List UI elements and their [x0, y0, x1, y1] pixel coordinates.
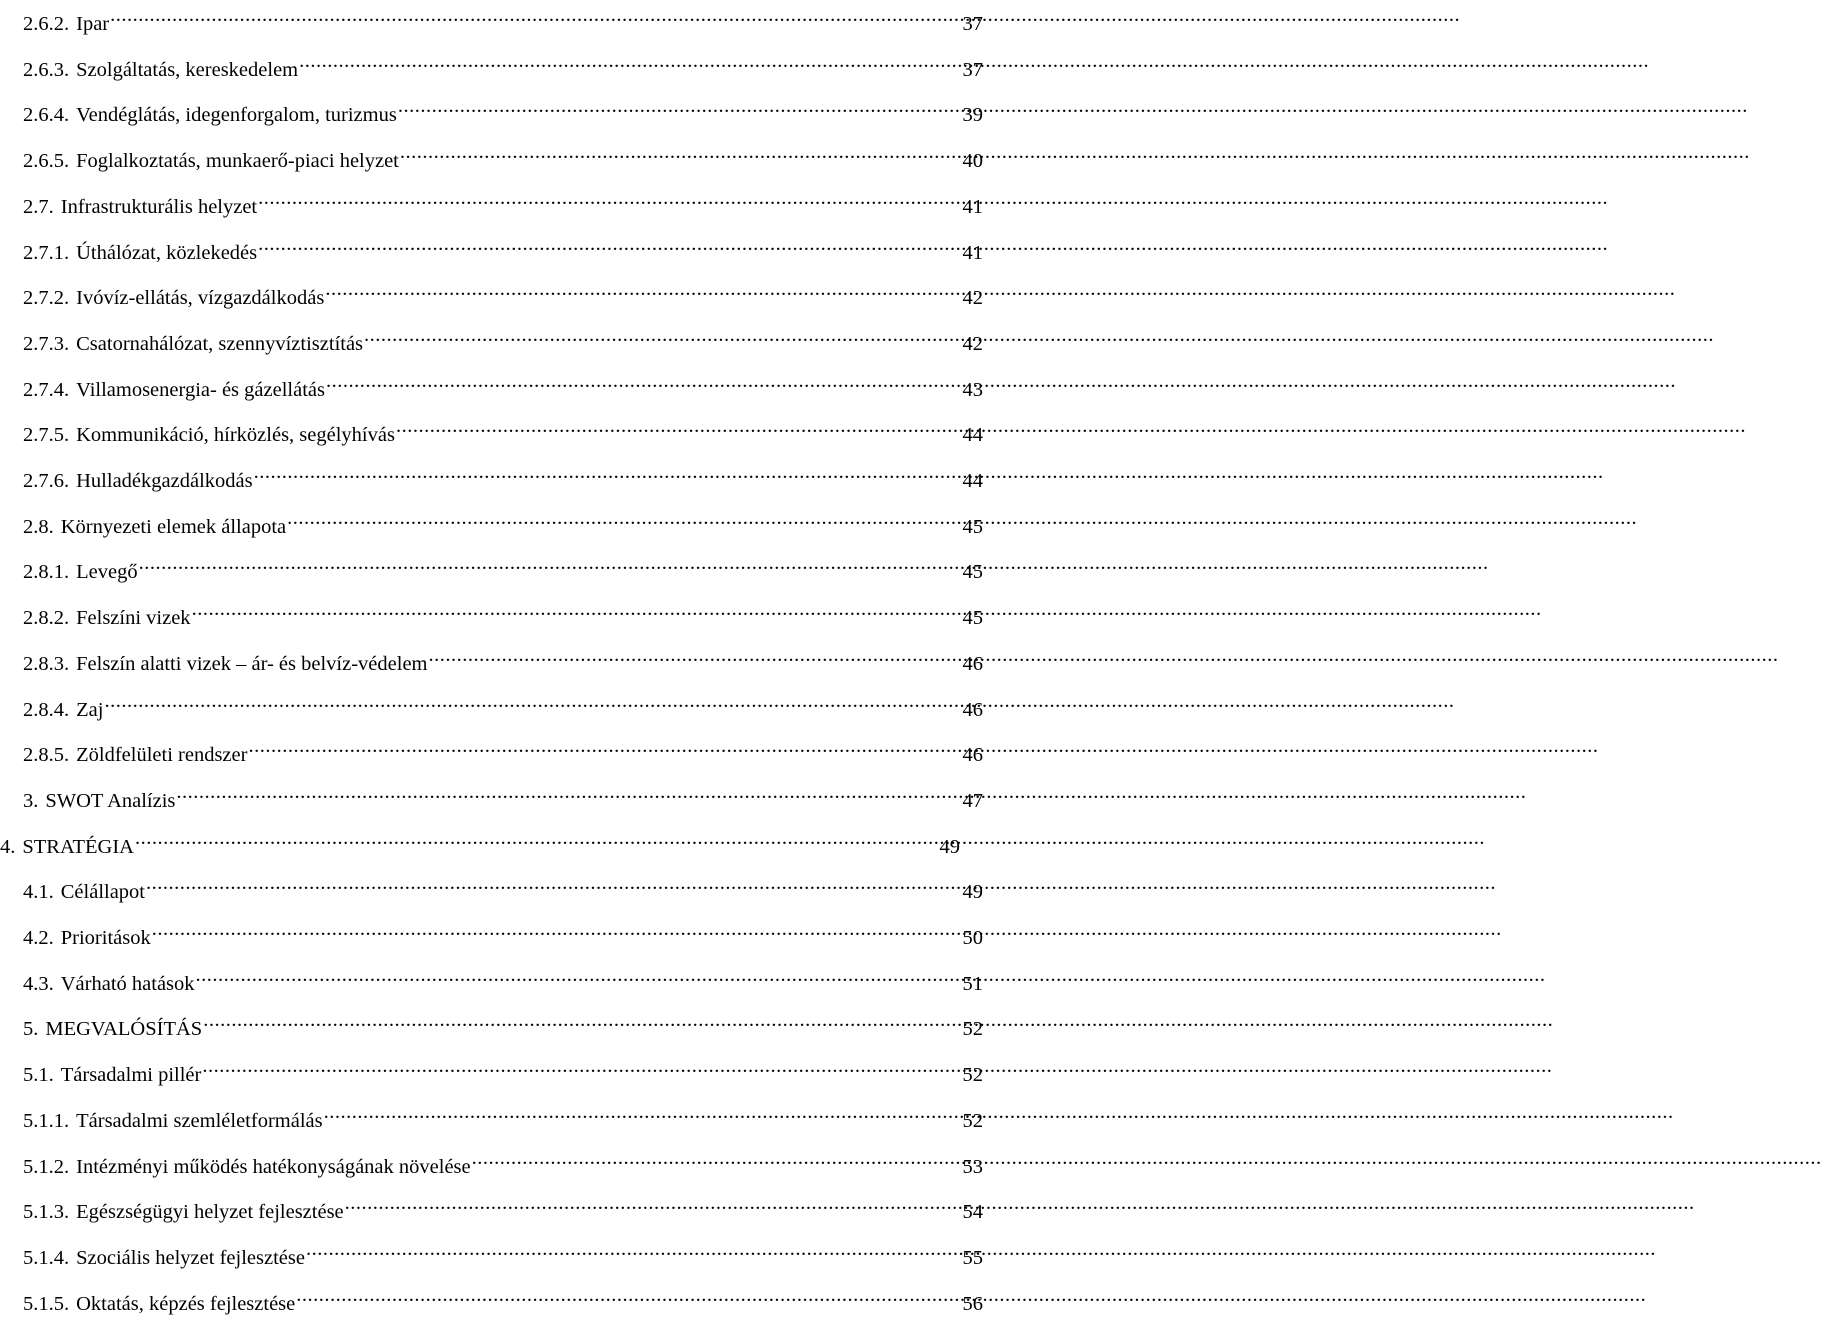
toc-entry-page-number: 37	[962, 58, 983, 81]
toc-entry-page-number: 44	[962, 470, 983, 492]
toc-entry-number: 2.8.4.	[23, 698, 70, 721]
dot-leader	[400, 137, 956, 167]
toc-entry[interactable]	[0, 1188, 985, 1224]
dot-leader	[146, 868, 956, 898]
toc-entry-title: Vendéglátás, idegenforgalom, turizmus	[76, 104, 397, 127]
toc-entry[interactable]	[0, 320, 985, 355]
toc-entry-page-number: 49	[962, 881, 983, 904]
toc-entry[interactable]	[0, 1234, 985, 1269]
toc-entry-title: STRATÉGIA	[22, 835, 134, 858]
toc-entry-number: 5.1.5.	[23, 1292, 70, 1315]
toc-entry-page-number: 39	[962, 104, 983, 127]
dot-leader	[248, 731, 956, 761]
toc-entry-page-number: 45	[962, 607, 983, 630]
dot-leader	[324, 1097, 956, 1127]
toc-entry[interactable]	[0, 411, 985, 447]
toc-entry[interactable]	[0, 503, 985, 538]
dot-leader	[429, 640, 957, 670]
toc-entry-page-number: 51	[962, 972, 983, 995]
toc-entry-page-number: 55	[962, 1246, 983, 1269]
toc-entry[interactable]	[0, 594, 985, 630]
dot-leader	[364, 320, 956, 350]
toc-entry-page-number: 50	[962, 927, 983, 949]
toc-entry-title: Zaj	[76, 698, 104, 721]
toc-entry[interactable]	[0, 0, 985, 35]
toc-entry[interactable]	[0, 640, 985, 675]
toc-entry-title: Zöldfelületi rendszer	[76, 744, 248, 767]
toc-entry[interactable]	[0, 46, 985, 81]
toc-entry-page-number: 46	[962, 744, 983, 767]
toc-entry-page-number: 44	[962, 424, 983, 447]
toc-entry-title: Infrastrukturális helyzet	[60, 195, 258, 218]
toc-entry-number: 4.1.	[23, 881, 54, 904]
toc-entry[interactable]	[0, 91, 985, 127]
toc-entry-number: 5.1.3.	[23, 1201, 70, 1224]
toc-entry-page-number: 41	[962, 195, 983, 218]
toc-entry[interactable]	[0, 1005, 985, 1041]
toc-entry-number: 2.7.	[23, 195, 54, 218]
toc-entry[interactable]	[0, 1143, 985, 1178]
toc-entry[interactable]	[0, 457, 985, 492]
dot-leader	[139, 548, 956, 578]
toc-entry-title: SWOT Analízis	[45, 789, 176, 812]
dot-leader	[287, 503, 956, 533]
toc-entry[interactable]	[0, 229, 985, 264]
toc-entry-number: 2.6.2.	[23, 13, 70, 35]
toc-entry-number: 5.	[23, 1018, 39, 1041]
toc-entry[interactable]	[0, 366, 985, 401]
dot-leader	[135, 823, 933, 853]
toc-entry[interactable]	[0, 1280, 985, 1315]
toc-entry-number: 2.6.3.	[23, 58, 70, 81]
toc-entry-number: 2.7.2.	[23, 287, 70, 310]
toc-entry-number: 5.1.4.	[23, 1246, 70, 1269]
toc-entry-number: 2.8.1.	[23, 561, 70, 584]
dot-leader	[203, 1005, 956, 1035]
toc-entry[interactable]	[0, 960, 985, 995]
toc-entry-number: 5.1.1.	[23, 1109, 70, 1132]
toc-entry-number: 2.6.5.	[23, 150, 70, 173]
toc-entry-title: Oktatás, képzés fejlesztése	[76, 1292, 296, 1315]
dot-leader	[396, 411, 956, 441]
toc-entry-number: 4.	[0, 835, 16, 858]
toc-entry-number: 2.8.5.	[23, 744, 70, 767]
toc-entry-title: Egészségügyi helyzet fejlesztése	[76, 1201, 344, 1224]
dot-leader	[306, 1234, 956, 1264]
toc-entry[interactable]	[0, 914, 985, 949]
toc-entry-page-number: 56	[962, 1292, 983, 1315]
toc-entry-title: Ipar	[76, 13, 110, 35]
toc-entry-page-number: 46	[962, 698, 983, 721]
dot-leader	[152, 914, 956, 944]
toc-entry-page-number: 52	[962, 1109, 983, 1132]
toc-entry-page-number: 49	[939, 835, 960, 858]
toc-entry-number: 5.1.	[23, 1064, 54, 1087]
dot-leader	[258, 183, 956, 213]
toc-entry-page-number: 45	[962, 515, 983, 538]
toc-entry-title: MEGVALÓSÍTÁS	[45, 1018, 203, 1041]
dot-leader	[472, 1143, 956, 1173]
dot-leader	[202, 1051, 956, 1081]
toc-entry-page-number: 52	[962, 1018, 983, 1041]
toc-entry-page-number: 41	[962, 241, 983, 264]
toc-entry-page-number: 42	[962, 287, 983, 310]
toc-entry-page-number: 53	[962, 1155, 983, 1178]
toc-entry-title: Csatornahálózat, szennyvíztisztítás	[76, 332, 364, 355]
toc-entry-page-number: 52	[962, 1064, 983, 1087]
toc-entry-number: 2.8.2.	[23, 607, 70, 630]
dot-leader	[296, 1280, 956, 1310]
toc-entry-title: Felszíni vizek	[76, 607, 191, 630]
toc-entry[interactable]	[0, 868, 985, 904]
toc-entry[interactable]	[0, 137, 985, 173]
toc-entry-page-number: 42	[962, 332, 983, 355]
toc-entry-number: 4.2.	[23, 927, 54, 949]
toc-entry[interactable]	[0, 777, 985, 812]
toc-entry[interactable]	[0, 274, 985, 310]
toc-entry-page-number: 43	[962, 378, 983, 401]
toc-entry-number: 2.7.5.	[23, 424, 70, 447]
toc-entry-number: 2.7.1.	[23, 241, 70, 264]
dot-leader	[326, 366, 956, 396]
toc-entry-title: Környezeti elemek állapota	[60, 515, 287, 538]
toc-entry-title: Felszín alatti vizek – ár- és belvíz-védelem	[76, 652, 428, 675]
toc-entry[interactable]	[0, 823, 962, 858]
toc-entry-title: Prioritások	[60, 927, 151, 949]
toc-entry-number: 2.8.	[23, 515, 54, 538]
toc-entry-number: 2.7.6.	[23, 470, 70, 492]
dot-leader	[110, 0, 956, 30]
toc-entry-title: Szociális helyzet fejlesztése	[76, 1246, 305, 1269]
dot-leader	[196, 960, 956, 990]
toc-entry-number: 2.6.4.	[23, 104, 70, 127]
dot-leader	[254, 457, 956, 487]
toc-entry-number: 2.7.4.	[23, 378, 70, 401]
toc-entry[interactable]	[0, 1051, 985, 1087]
toc-entry-title: Intézményi működés hatékonyságának növelése	[76, 1155, 471, 1178]
toc-entry-title: Foglalkoztatás, munkaerő-piaci helyzet	[76, 150, 399, 173]
dot-leader	[299, 46, 956, 76]
toc-entry[interactable]	[0, 1097, 985, 1132]
toc-entry-page-number: 40	[962, 150, 983, 173]
dot-leader	[176, 777, 956, 807]
toc-entry-title: Célállapot	[60, 881, 146, 904]
toc-entry-title: Társadalmi szemléletformálás	[76, 1109, 323, 1132]
toc-entry-page-number: 47	[962, 789, 983, 812]
toc-entry-number: 2.8.3.	[23, 652, 70, 675]
dot-leader	[398, 91, 956, 121]
toc-entry-title: Társadalmi pillér	[60, 1064, 202, 1087]
dot-leader	[104, 686, 956, 716]
toc-entry-page-number: 37	[962, 13, 983, 35]
toc-entry-number: 4.3.	[23, 972, 54, 995]
toc-entry[interactable]	[0, 731, 985, 767]
toc-entry-title: Kommunikáció, hírközlés, segélyhívás	[76, 424, 395, 447]
toc-entry-number: 2.7.3.	[23, 332, 70, 355]
toc-entry-number: 5.1.2.	[23, 1155, 70, 1178]
toc-entry[interactable]	[0, 686, 985, 721]
toc-entry-page-number: 46	[962, 652, 983, 675]
dot-leader	[345, 1188, 956, 1218]
toc-entry-title: Szolgáltatás, kereskedelem	[76, 58, 299, 81]
toc-entry-title: Ivóvíz-ellátás, vízgazdálkodás	[76, 287, 325, 310]
toc-entry[interactable]	[0, 183, 985, 218]
toc-entry-title: Hulladékgazdálkodás	[76, 470, 253, 492]
toc-entry-title: Úthálózat, közlekedés	[76, 241, 258, 264]
toc-entry-title: Villamosenergia- és gázellátás	[76, 378, 325, 401]
toc-entry-title: Levegő	[76, 561, 138, 584]
dot-leader	[192, 594, 956, 624]
toc-entry-number: 3.	[23, 789, 39, 812]
toc-entry-page-number: 45	[962, 561, 983, 584]
toc-entry[interactable]	[0, 548, 985, 584]
dot-leader	[325, 274, 956, 304]
toc-entry-title: Várható hatások	[60, 972, 195, 995]
toc-entry-page-number: 54	[962, 1201, 983, 1224]
dot-leader	[258, 229, 956, 259]
